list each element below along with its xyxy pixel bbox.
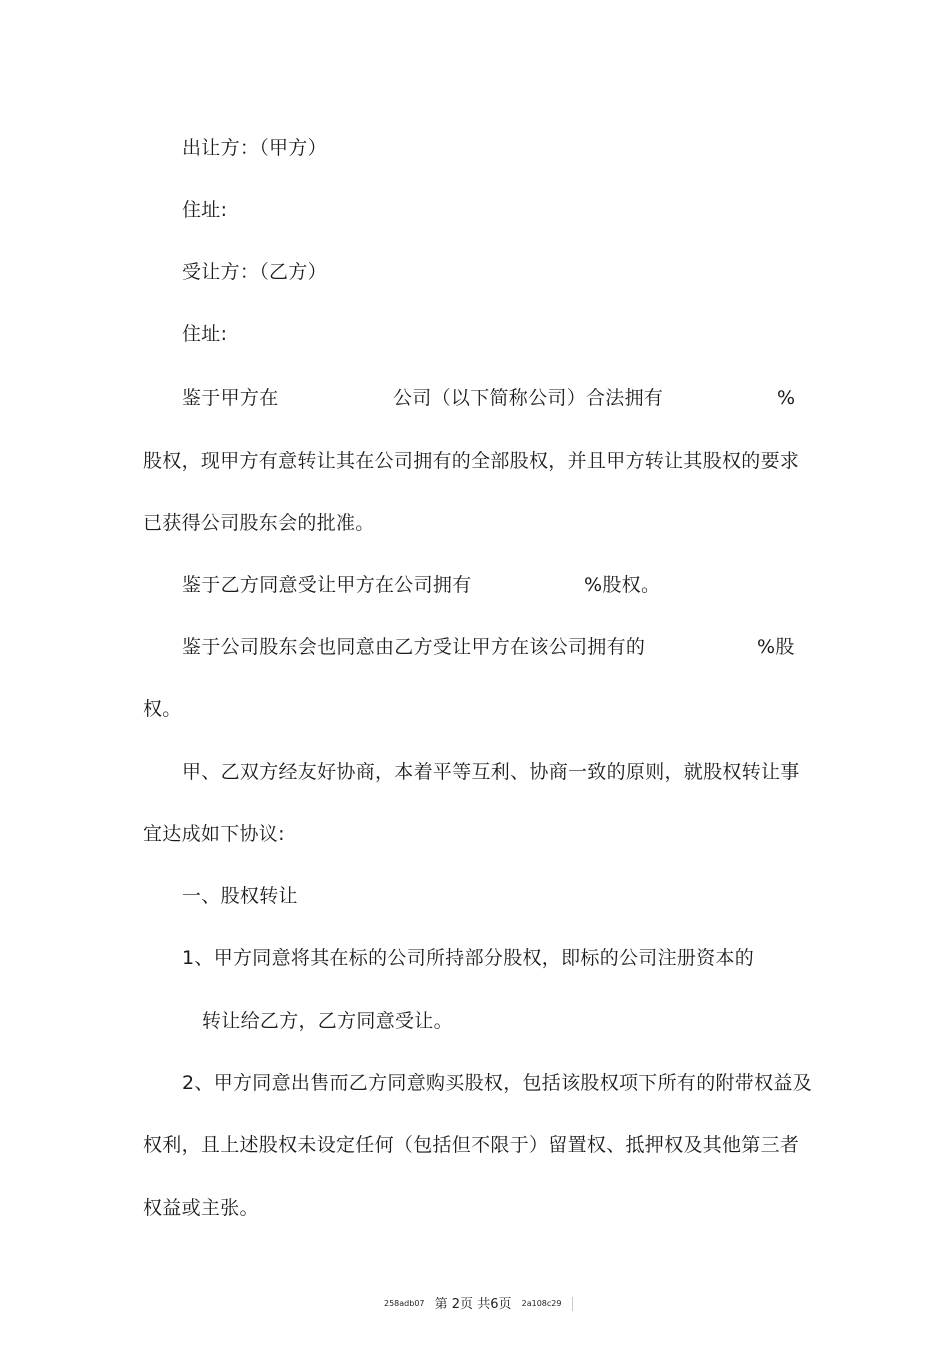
page-number: 第 2页 共6页: [434, 1296, 512, 1312]
transferor-line: 出让方：（甲方）: [182, 137, 327, 159]
negotiation-line-2: 宜达成如下协议:: [143, 823, 285, 845]
whereas-3-part-2: %股: [757, 636, 795, 658]
whereas-1-part-2: 公司（以下简称公司）合法拥有: [393, 387, 664, 409]
transferor-address-line: 住址:: [182, 199, 228, 221]
whereas-1-part-1: 鉴于甲方在: [182, 387, 279, 409]
section-heading: 一、股权转让: [182, 885, 298, 907]
whereas-2-part-2: %股权。: [584, 574, 661, 596]
clause-2-line-3: 权益或主张。: [143, 1197, 259, 1219]
transferee-line: 受让方：（乙方）: [182, 261, 327, 283]
negotiation-line-1: 甲、乙双方经友好协商，本着平等互利、协商一致的原则，就股权转让事: [182, 761, 800, 783]
whereas-1-line-2: 股权，现甲方有意转让其在公司拥有的全部股权，并且甲方转让其股权的要求: [143, 450, 800, 472]
clause-2-line-1: 2、甲方同意出售而乙方同意购买股权，包括该股权项下所有的附带权益及: [182, 1072, 812, 1094]
page-footer: [384, 1295, 573, 1313]
transferee-address-line: 住址:: [182, 323, 228, 345]
whereas-3-part-1: 鉴于公司股东会也同意由乙方受让甲方在该公司拥有的: [182, 636, 646, 658]
clause-2-line-2: 权利，且上述股权未设定任何（包括但不限于）留置权、抵押权及其他第三者: [143, 1134, 800, 1156]
whereas-1-line-3: 已获得公司股东会的批准。: [143, 512, 375, 534]
clause-1-line-2: 转让给乙方，乙方同意受让。: [202, 1010, 453, 1032]
clause-1-line-1: 1、甲方同意将其在标的公司所持部分股权，即标的公司注册资本的: [182, 947, 755, 969]
whereas-2-part-1: 鉴于乙方同意受让甲方在公司拥有: [182, 574, 472, 596]
footer-code-right: 2a108c29: [521, 1299, 562, 1308]
whereas-1-percent: %: [777, 387, 796, 409]
whereas-3-line-2: 权。: [143, 698, 182, 720]
footer-code-left: 258adb07: [384, 1299, 425, 1308]
footer-divider: [572, 1297, 573, 1311]
